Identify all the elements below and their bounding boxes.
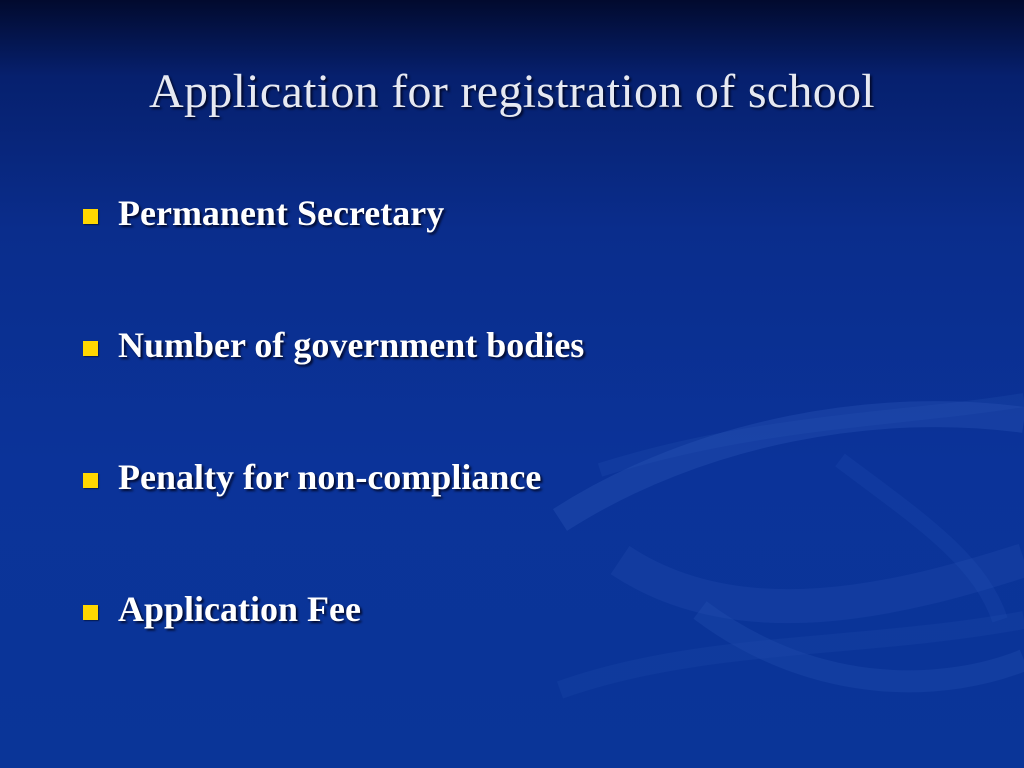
slide-title: Application for registration of school xyxy=(149,65,875,118)
square-bullet-icon xyxy=(83,209,98,224)
square-bullet-icon xyxy=(83,605,98,620)
square-bullet-icon xyxy=(83,473,98,488)
bullet-text: Permanent Secretary xyxy=(118,193,445,233)
bullet-text: Penalty for non-compliance xyxy=(118,457,542,497)
bullet-text: Number of government bodies xyxy=(118,325,585,365)
bullet-text: Application Fee xyxy=(118,589,361,629)
square-bullet-icon xyxy=(83,341,98,356)
